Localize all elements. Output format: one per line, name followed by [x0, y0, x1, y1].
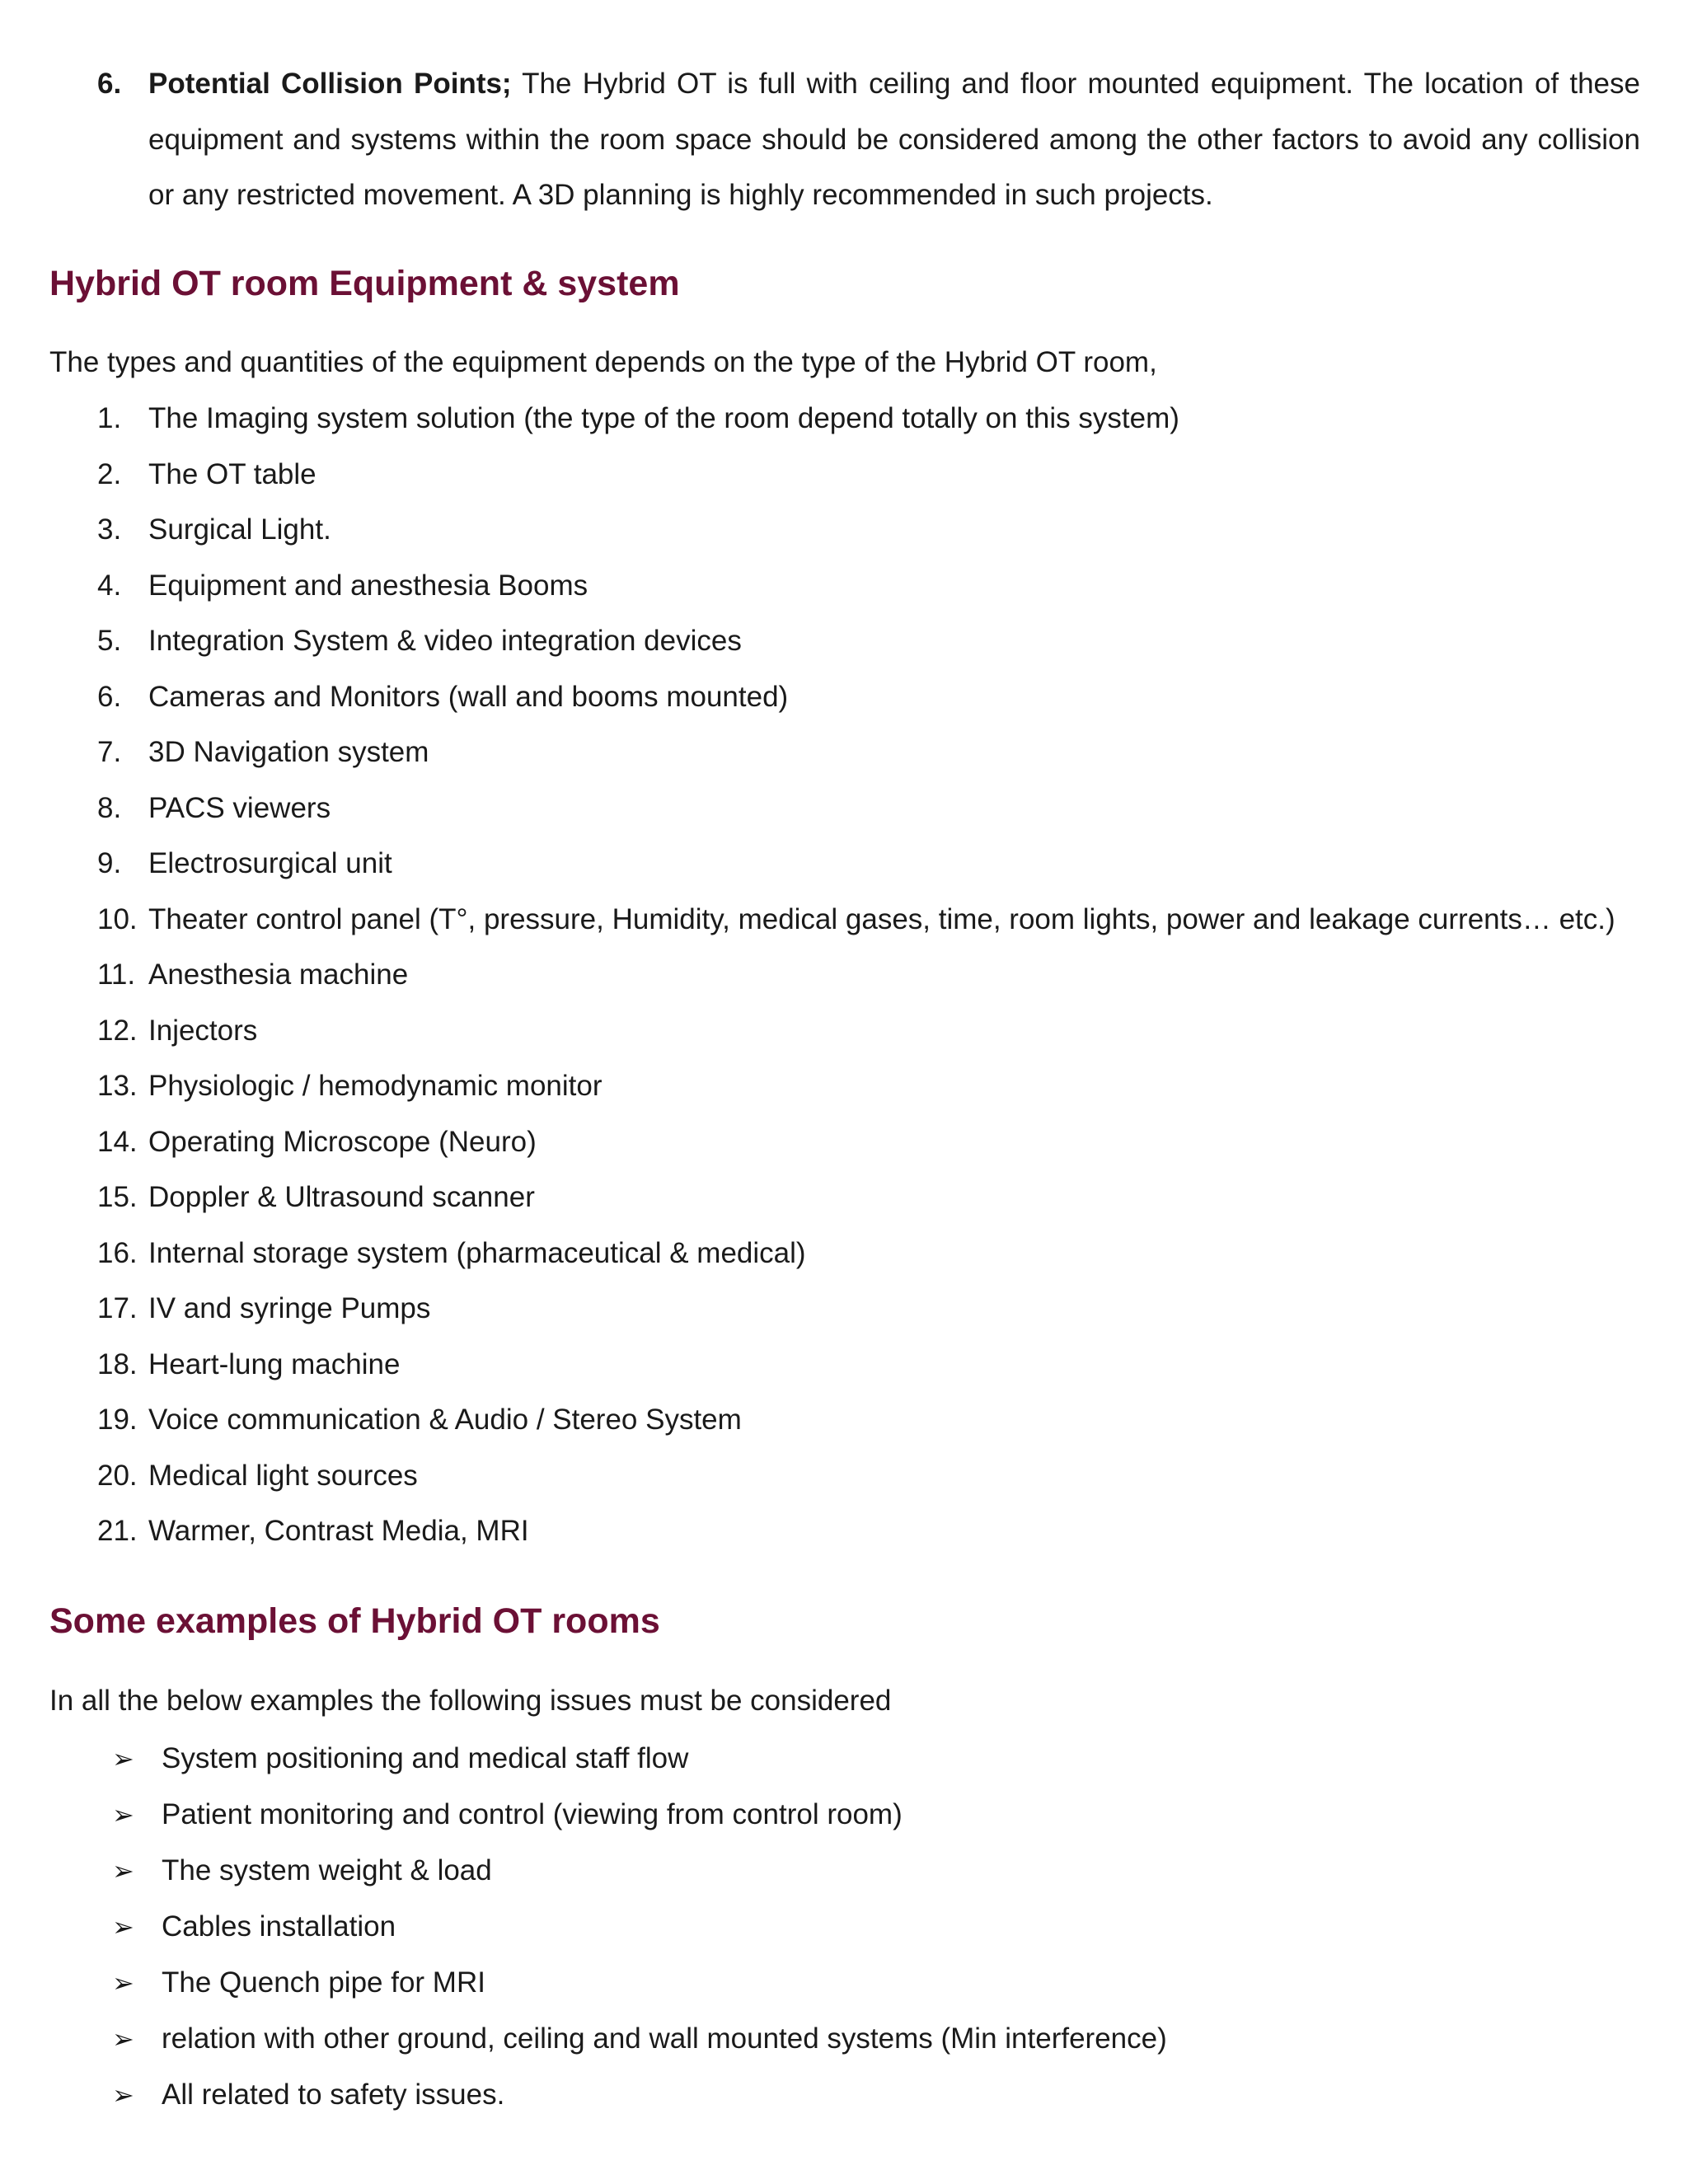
paragraph-number: 6.	[97, 68, 122, 100]
list-item	[97, 1343, 1615, 1399]
arrowhead-bullet-icon: ➢	[112, 2023, 134, 2055]
list-item-number: 18.	[97, 1347, 138, 1380]
list-item-number: 8.	[97, 791, 122, 824]
list-item	[97, 1509, 1615, 1565]
list-item	[112, 1738, 1167, 1794]
list-item	[97, 1009, 1615, 1065]
section-heading-examples: Some examples of Hybrid OT rooms	[49, 1601, 660, 1641]
list-item-number: 1.	[97, 402, 122, 434]
list-item	[97, 786, 1615, 842]
arrowhead-bullet-icon: ➢	[112, 2079, 134, 2111]
arrowhead-bullet-icon: ➢	[112, 1855, 134, 1886]
list-item-text: Electrosurgical unit	[148, 847, 392, 879]
list-item-text: Anesthesia machine	[148, 958, 409, 991]
list-item-number: 17.	[97, 1292, 138, 1324]
list-item	[97, 1286, 1615, 1343]
list-item	[97, 1454, 1615, 1510]
arrowhead-bullet-icon: ➢	[112, 1911, 134, 1943]
list-item	[97, 675, 1615, 731]
list-item	[97, 841, 1615, 898]
arrowhead-bullet-icon: ➢	[112, 1799, 134, 1830]
list-item	[97, 396, 1615, 452]
list-item-text: Heart-lung machine	[148, 1347, 401, 1380]
list-item-text: 3D Navigation system	[148, 736, 429, 768]
arrowhead-bullet-icon: ➢	[112, 1743, 134, 1774]
list-item-text: Warmer, Contrast Media, MRI	[148, 1515, 529, 1547]
list-item-text: Doppler & Ultrasound scanner	[148, 1181, 535, 1213]
list-item-number: 13.	[97, 1070, 138, 1102]
list-item-text: Injectors	[148, 1014, 258, 1047]
list-item-text: PACS viewers	[148, 791, 331, 824]
list-item	[97, 1175, 1615, 1231]
list-item-number: 12.	[97, 1014, 138, 1047]
list-item-number: 7.	[97, 736, 122, 768]
list-item	[97, 1398, 1615, 1454]
list-item	[97, 1231, 1615, 1287]
list-item-text: Operating Microscope (Neuro)	[148, 1125, 537, 1158]
list-item-text: Internal storage system (pharmaceutical & medical)	[148, 1236, 806, 1269]
list-item-number: 11.	[97, 958, 136, 991]
list-item-number: 21.	[97, 1515, 138, 1547]
list-item-text: Voice communication & Audio / Stereo System	[148, 1404, 742, 1436]
list-item	[97, 898, 1615, 954]
list-item	[97, 1120, 1615, 1176]
paragraph-text: The Hybrid OT is full with ceiling and floor mounted equipment. The location of these equipment and systems within the room space should be considered among the other factors to avoid any collision or any restricted movement. A 3D planning is highly recommended in such projects.	[148, 68, 1640, 211]
list-item-text: Cables installation	[162, 1910, 396, 1943]
list-item	[97, 564, 1615, 620]
section-heading-equipment: Hybrid OT room Equipment & system	[49, 264, 680, 303]
list-item-text: The OT table	[148, 457, 316, 490]
list-item-text: Equipment and anesthesia Booms	[148, 569, 588, 602]
list-item-text: Cameras and Monitors (wall and booms mounted)	[148, 680, 789, 713]
list-item-text: The Quench pipe for MRI	[162, 1966, 485, 1999]
list-item	[97, 953, 1615, 1009]
list-item-text: relation with other ground, ceiling and wall mounted systems (Min interference)	[162, 2022, 1167, 2055]
list-item-number: 16.	[97, 1236, 138, 1269]
numbered-paragraph-collision	[97, 56, 1640, 223]
section-lead-equipment: The types and quantities of the equipment depends on the type of the Hybrid OT room,	[49, 346, 1157, 378]
arrowhead-bullet-icon: ➢	[112, 1967, 134, 1999]
list-item-number: 14.	[97, 1125, 138, 1158]
list-item-text: Physiologic / hemodynamic monitor	[148, 1070, 603, 1102]
list-item-number: 20.	[97, 1459, 138, 1492]
list-item-number: 2.	[97, 457, 122, 490]
list-item	[97, 452, 1615, 509]
equipment-list	[97, 396, 1615, 1565]
list-item-number: 10.	[97, 902, 138, 935]
list-item-text: The Imaging system solution (the type of the room depend totally on this system)	[148, 402, 1179, 434]
list-item	[112, 1906, 1167, 1962]
list-item-number: 9.	[97, 847, 122, 879]
list-item	[97, 1064, 1615, 1120]
list-item	[112, 1794, 1167, 1850]
list-item-text: Theater control panel (T°, pressure, Humidity, medical gases, time, room lights, power and leakage currents… etc.)	[148, 902, 1615, 935]
list-item	[97, 730, 1615, 786]
list-item-number: 19.	[97, 1404, 138, 1436]
list-item-text: The system weight & load	[162, 1854, 492, 1886]
list-item-text: System positioning and medical staff flow	[162, 1742, 689, 1774]
list-item-number: 5.	[97, 625, 122, 657]
list-item-text: IV and syringe Pumps	[148, 1292, 431, 1324]
list-item-number: 3.	[97, 513, 122, 546]
list-item	[112, 1850, 1167, 1906]
list-item	[97, 508, 1615, 564]
list-item	[112, 1962, 1167, 2018]
list-item	[112, 2074, 1167, 2130]
list-item-text: All related to safety issues.	[162, 2079, 505, 2111]
issues-list	[112, 1738, 1167, 2130]
list-item-text: Patient monitoring and control (viewing from control room)	[162, 1798, 903, 1830]
list-item	[97, 619, 1615, 675]
list-item-text: Surgical Light.	[148, 513, 331, 546]
paragraph-heading: Potential Collision Points;	[148, 68, 512, 100]
section-lead-examples: In all the below examples the following issues must be considered	[49, 1685, 892, 1717]
list-item-text: Medical light sources	[148, 1459, 418, 1492]
list-item-number: 6.	[97, 680, 122, 713]
list-item-number: 15.	[97, 1181, 138, 1213]
list-item-number: 4.	[97, 569, 122, 602]
list-item-text: Integration System & video integration devices	[148, 625, 742, 657]
list-item	[112, 2018, 1167, 2074]
